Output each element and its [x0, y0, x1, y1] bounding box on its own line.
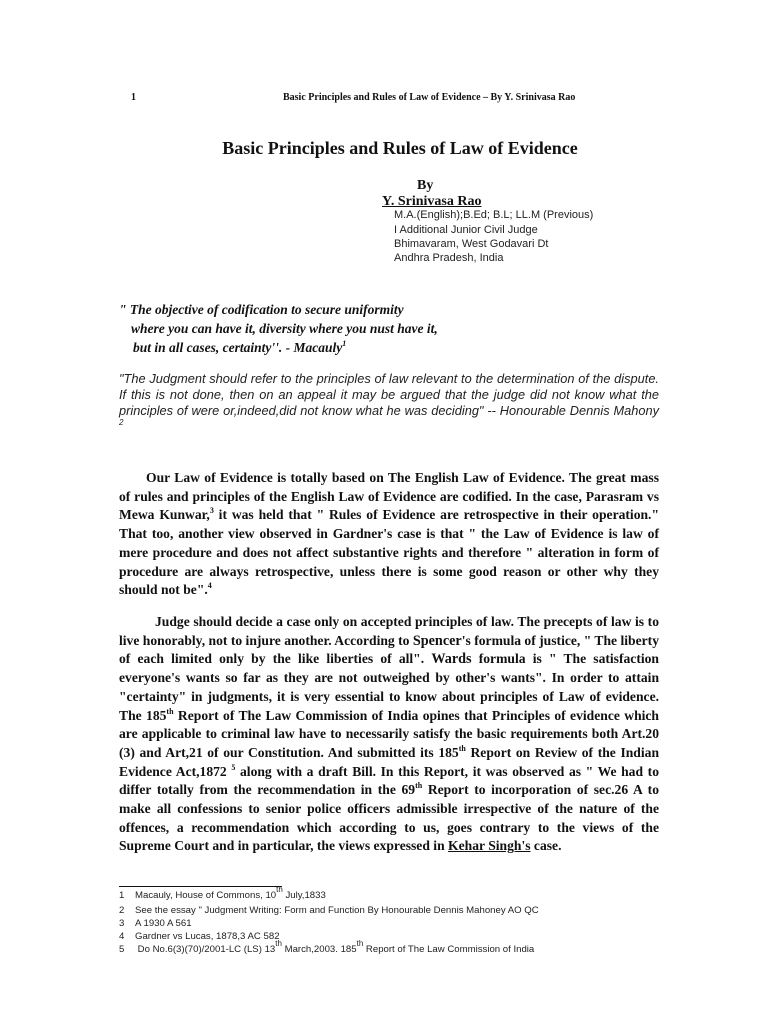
- footnote-4: 4 Gardner vs Lucas, 1878,3 AC 582: [119, 931, 280, 942]
- author-name: Y. Srinivasa Rao: [382, 194, 482, 209]
- footnote-2: 2 See the essay " Judgment Writing: Form and Function By Honourable Dennis Mahoney AO QC: [119, 905, 539, 916]
- document-title: Basic Principles and Rules of Law of Evidence: [222, 138, 578, 158]
- quote-line-1: " The objective of codification to secure uniformity: [119, 302, 404, 317]
- page-number: 1: [131, 92, 136, 103]
- author-degrees: M.A.(English);B.Ed; B.L; LL.M (Previous): [394, 209, 594, 221]
- paragraph-2: Judge should decide a case only on accepted principles of law. The precepts of law is to live honorably, not to injure another. According to Spencer's formula of justice, " The liberty of each limited only by the like liberties of all". Wards formula is " The satisfaction everyone's wants so far as they are not outweighed by other's wants". In order to attain "certainty" in judgments, it is very essential to know about principles of Law of evidence. The 185th Report of The Law Commission of India opines that Principles of evidence which are applicable to criminal law have to necessarily satisfy the basic requirements both Art.20 (3) and Art,21 of our Constitution. And submitted its 185th Report on Review of the Indian Evidence Act,1872 $^5$ along with a draft Bill. In this Report, it was observed as " We had to differ totally from the recommendation in the 69th Report to incorporation of sec.26 A to make all confessions to senior police officers admissible irrespective of the nature of the offences, a recommendation which according to us, goes contrary to the views of the Supreme Court and in particular, the views expressed in Kehar Singh's case.: [119, 614, 660, 854]
- footnote-ref-3: 3: [209, 506, 214, 516]
- author-location: Bhimavaram, West Godavari Dt: [394, 238, 549, 250]
- footnote-ref-2: 2: [119, 418, 124, 427]
- footnote-5: 5 Do No.6(3)(70)/2001-LC (LS) 13th March,2003. 185th Report of The Law Commission of India: [119, 939, 535, 955]
- spencer-term: Spencer: [412, 632, 462, 649]
- kehar-singh-case: Kehar Singh's: [448, 838, 531, 854]
- author-position: I Additional Junior Civil Judge: [394, 224, 538, 236]
- author-state: Andhra Pradesh, India: [394, 252, 504, 264]
- wards-term: Wards: [431, 651, 472, 668]
- paragraph-1: Our Law of Evidence is totally based on The English Law of Evidence. The great mass of rules and principles of the English Law of Evidence are codified. In the case, Parasram vs Mewa Kunwar,$^3$ it was held that " Rules of Evidence are retrospective in their operation." That too, another view observed in Gardner's case is that " the Law of Evidence is law of mere procedure and does not affect substantive rights and therefore " alteration in form of procedure are always retrospective, unless there is some good reason or other why they should not be".$^4$: [119, 470, 660, 598]
- footnote-ref-1: 1: [342, 339, 347, 348]
- quote-line-3: but in all cases, certainty''. - Macauly$^1$: [133, 339, 347, 355]
- running-header: Basic Principles and Rules of Law of Evidence – By Y. Srinivasa Rao: [283, 92, 576, 103]
- judgment-quote: "The Judgment should refer to the principles of law relevant to the determination of the dispute. If this is not done, then on an appeal it may be argued that the judge did not know what the principles of were or,indeed,did not know what he was deciding" -- Honourable Dennis Mahony $^2$: [119, 371, 659, 427]
- footnote-ref-4: 4: [207, 581, 212, 591]
- byline-by: By: [417, 178, 434, 193]
- footnote-divider: [119, 886, 282, 887]
- footnote-3: 3 A 1930 A 561: [119, 918, 192, 929]
- quote-line-2: where you can have it, diversity where you nust have it,: [131, 321, 438, 336]
- footnote-ref-5: 5: [231, 762, 236, 772]
- footnote-1: 1 Macauly, House of Commons, 10th July,1833: [119, 885, 326, 901]
